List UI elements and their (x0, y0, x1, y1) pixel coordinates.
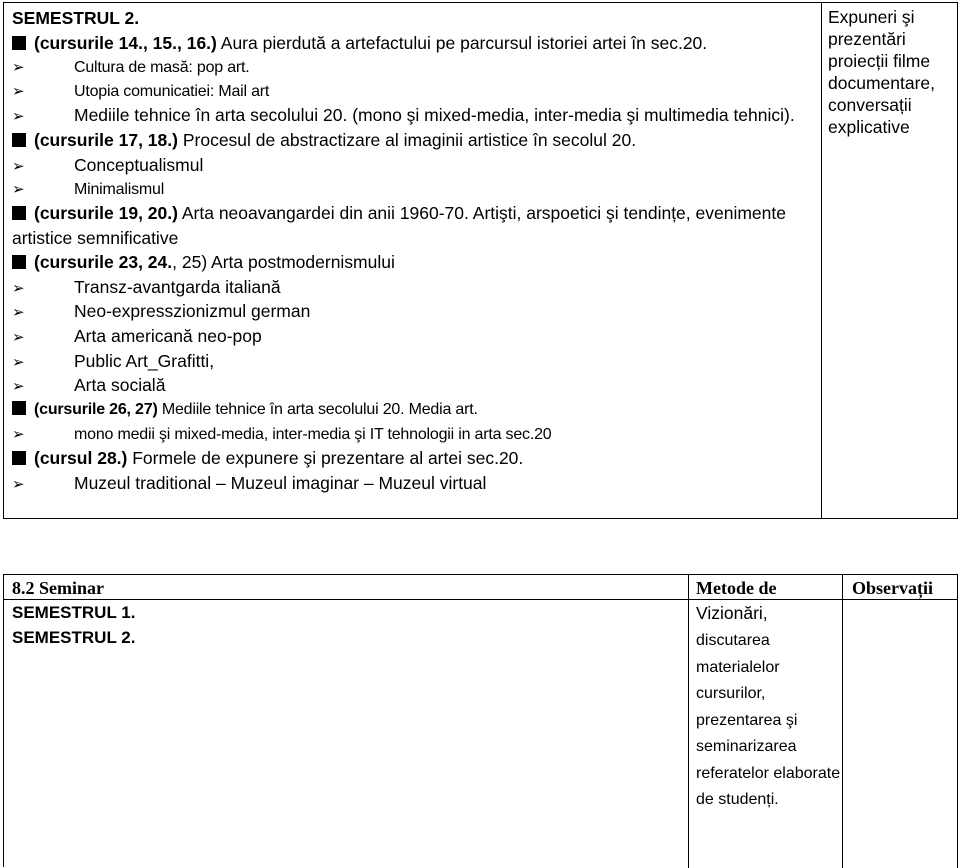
row-divider (4, 599, 958, 600)
course-line: (cursurile 14., 15., 16.) Aura pierdută a artefactului pe parcursul istoriei artei în sec.20. (12, 32, 707, 54)
course-line: ➢ Cultura de masă: pop art. (12, 57, 250, 79)
arrowhead-icon: ➢ (12, 83, 25, 100)
course-line: ➢ Muzeul traditional – Muzeul imaginar – Muzeul virtual (12, 472, 486, 496)
arrowhead-icon: ➢ (12, 378, 25, 395)
semester-label: SEMESTRUL 1. (12, 603, 136, 622)
method-line: conversații (828, 95, 912, 115)
course-methods (828, 6, 948, 138)
course-line: ➢ Utopia comunicatiei: Mail art (12, 81, 269, 103)
semester-label: SEMESTRUL 2. (12, 628, 136, 647)
method-line: discutarea (696, 632, 770, 649)
course-line: ➢ Transz-avantgarda italiană (12, 276, 281, 300)
column-divider (957, 575, 958, 868)
observations-column-header: Observații (852, 578, 933, 598)
course-line: ➢ Minimalismul (12, 179, 164, 201)
course-line: (cursurile 17, 18.) Procesul de abstractizare al imaginii artistice în secolul 20. (12, 129, 636, 151)
method-line: de studenți. (696, 791, 779, 808)
black-square-icon (12, 206, 26, 220)
course-line: (cursurile 19, 20.) Arta neoavangardei din anii 1960-70. Artişti, arspoetici şi tendințe, evenimente (12, 202, 786, 224)
course-line: (cursurile 23, 24., 25) Arta postmodernismului (12, 251, 395, 273)
method-line: documentare, (828, 73, 936, 93)
arrowhead-icon: ➢ (12, 158, 25, 175)
course-line: ➢ mono medii şi mixed-media, inter-media şi IT tehnologii in arta sec.20 (12, 424, 551, 446)
black-square-icon (12, 255, 26, 269)
method-line: prezentări (828, 29, 906, 49)
arrowhead-icon: ➢ (12, 181, 25, 198)
column-divider (688, 575, 689, 868)
course-line: (cursul 28.) Formele de expunere şi prezentare al artei sec.20. (12, 447, 523, 469)
semester-heading: SEMESTRUL 2. (12, 8, 140, 28)
method-line: explicative (828, 117, 910, 137)
course-table (3, 2, 958, 519)
arrowhead-icon: ➢ (12, 108, 25, 125)
course-line: artistice semnificative (12, 228, 179, 248)
column-divider (821, 3, 822, 518)
arrowhead-icon: ➢ (12, 59, 25, 76)
course-line: ➢ Public Art_Grafitti, (12, 350, 214, 374)
black-square-icon (12, 401, 26, 415)
column-divider (842, 575, 843, 868)
method-line: proiecții filme (828, 51, 931, 71)
black-square-icon (12, 451, 26, 465)
arrowhead-icon: ➢ (12, 426, 25, 443)
method-line: referatelor elaborate (696, 764, 841, 782)
seminar-methods (696, 628, 840, 814)
method-line: prezentarea şi (696, 711, 798, 729)
method-line: seminarizarea (696, 738, 797, 755)
course-line: ➢ Mediile tehnice în arta secolului 20. (mono şi mixed-media, inter-media şi multimedia tehnici). (12, 104, 795, 128)
course-line: (cursurile 26, 27) Mediile tehnice în arta secolului 20. Media art. (12, 399, 478, 421)
arrowhead-icon: ➢ (12, 354, 25, 371)
method-line: Vizionări, (696, 603, 768, 623)
black-square-icon (12, 133, 26, 147)
black-square-icon (12, 36, 26, 50)
course-line: ➢ Conceptualismul (12, 154, 203, 178)
seminar-heading: 8.2 Seminar (12, 578, 104, 598)
arrowhead-icon: ➢ (12, 304, 25, 321)
arrowhead-icon: ➢ (12, 280, 25, 297)
course-line: ➢ Arta americană neo-pop (12, 325, 262, 349)
arrowhead-icon: ➢ (12, 476, 25, 493)
course-line: ➢ Arta socială (12, 374, 165, 398)
course-line: ➢ Neo-expresszionizmul german (12, 300, 310, 324)
seminar-table (3, 574, 958, 867)
method-line: cursurilor, (696, 685, 766, 702)
method-line: materialelor (696, 658, 780, 676)
arrowhead-icon: ➢ (12, 329, 25, 346)
method-line: Expuneri şi (828, 7, 915, 27)
methods-column-header: Metode de (696, 578, 777, 598)
